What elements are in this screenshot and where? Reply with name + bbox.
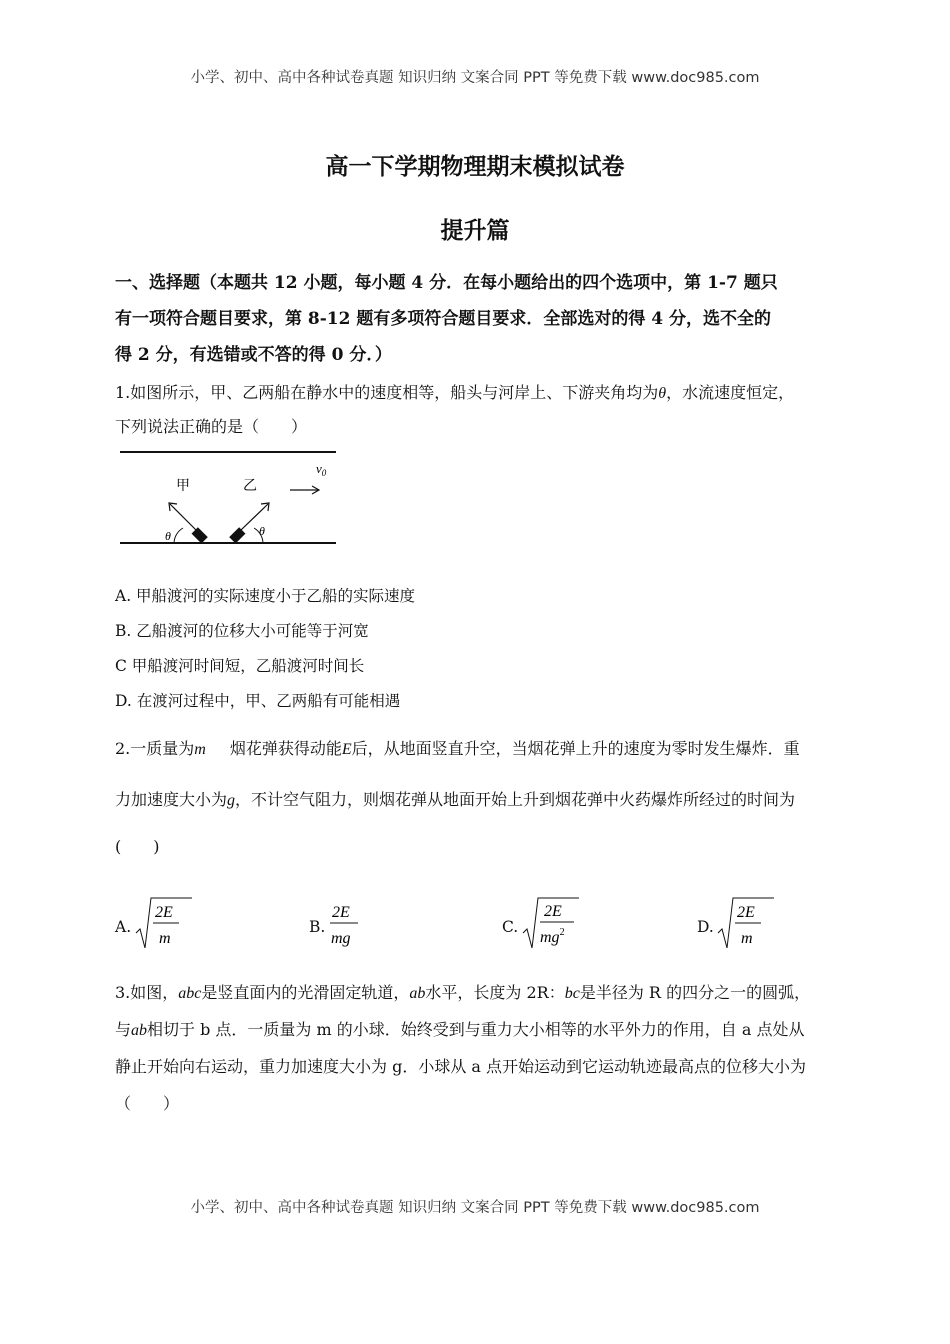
q3-symbol-bc: bc — [564, 985, 580, 1002]
section-instructions-line-3: 得 2 分，有选错或不答的得 0 分．） — [115, 345, 392, 365]
q2-text-d: 力加速度大小为 — [115, 790, 228, 809]
q1-stem-line-2: 下列说法正确的是（ ） — [115, 417, 308, 436]
label-yi: 乙 — [243, 479, 257, 494]
section-instructions-line-1: 一、选择题（本题共 12 小题，每小题 4 分．在每小题给出的四个选项中，第 1-7 题只 — [115, 273, 778, 293]
q3-stem-line-2 — [115, 1017, 805, 1040]
page-header: 小学、初中、高中各种试卷真题 知识归纳 文案合同 PPT 等免费下载 www.doc985.com — [190, 70, 760, 86]
q2-option-a-label: A. — [115, 918, 132, 936]
q2-text-e: ，不计空气阻力，则烟花弹从地面开始上升到烟花弹中火药爆炸所经过的时间为 — [235, 790, 796, 809]
denominator: m — [159, 930, 171, 947]
q2-symbol-g: g — [227, 792, 236, 809]
numerator: 2E — [737, 904, 755, 921]
q2-stem-line-3: ( ) — [115, 837, 160, 856]
q3-text-c: 水平，长度为 2R： — [425, 983, 565, 1002]
q3-text-a: 3.如图， — [115, 983, 179, 1002]
boat-yi-theta: θ — [259, 524, 265, 538]
q2-stem-line-1 — [115, 736, 800, 759]
q3-stem-line-4: （ ） — [115, 1094, 180, 1113]
q3-text-b: 是竖直面内的光滑固定轨道， — [201, 983, 410, 1002]
q2-option-c-label: C. — [502, 918, 519, 936]
page-footer: 小学、初中、高中各种试卷真题 知识归纳 文案合同 PPT 等免费下载 www.doc985.com — [190, 1200, 760, 1216]
q3-symbol-ab-2: ab — [131, 1022, 148, 1039]
q1-option-c: C 甲船渡河时间短，乙船渡河时间长 — [115, 657, 365, 675]
q2-text-a: 2.一质量为 — [115, 739, 195, 758]
q2-option-d-formula — [716, 893, 776, 953]
page-title: 高一下学期物理期末模拟试卷 — [325, 153, 625, 180]
q1-stem-text-a: 1.如图所示，甲、乙两船在静水中的速度相等，船头与河岸上、下游夹角均为 — [115, 383, 659, 402]
denominator: mg — [331, 930, 351, 947]
q3-stem-line-1 — [115, 980, 810, 1003]
numerator: 2E — [544, 903, 562, 920]
q3-stem-line-3: 静止开始向右运动，重力加速度大小为 g．小球从 a 点开始运动到它运动轨迹最高点的位移大小为 — [115, 1057, 807, 1076]
q3-text-f: 相切于 b 点．一质量为 m 的小球．始终受到与重力大小相等的水平外力的作用，自 a 点处从 — [147, 1020, 805, 1039]
q1-river-figure — [110, 440, 350, 552]
q1-stem-line-1 — [115, 380, 794, 403]
section-instructions-line-2: 有一项符合题目要求，第 8-12 题有多项符合题目要求．全部选对的得 4 分，选不全的 — [115, 309, 772, 329]
q2-text-c: 后，从地面竖直升空，当烟花弹上升的速度为零时发生爆炸．重 — [351, 739, 800, 758]
q2-symbol-E: E — [341, 741, 352, 758]
denominator: $mg^2$ — [540, 927, 565, 946]
boat-jia — [192, 527, 208, 543]
boat-yi — [229, 527, 245, 543]
q2-option-b-formula — [328, 893, 368, 953]
boat-jia-theta: θ — [165, 529, 171, 543]
denominator: m — [741, 930, 753, 947]
boat-jia-velocity-arrow — [170, 504, 196, 530]
q2-stem-line-2 — [115, 787, 795, 810]
q2-symbol-m: m — [194, 741, 206, 758]
label-v0: $v_0$ — [316, 461, 327, 478]
q3-symbol-abc: abc — [178, 985, 202, 1002]
q1-stem-text-b: ，水流速度恒定， — [666, 383, 795, 402]
q3-symbol-ab: ab — [409, 985, 426, 1002]
label-jia: 甲 — [176, 479, 190, 494]
q2-option-a-formula — [134, 893, 194, 953]
q2-option-d-label: D. — [697, 918, 714, 936]
q3-text-e: 与 — [115, 1020, 132, 1039]
page-subtitle: 提升篇 — [440, 217, 510, 244]
q1-option-b: B. 乙船渡河的位移大小可能等于河宽 — [115, 622, 369, 640]
q1-theta-symbol: θ — [658, 385, 667, 402]
numerator: 2E — [155, 904, 173, 921]
q2-text-b: 烟花弹获得动能 — [229, 739, 342, 758]
q1-option-d: D. 在渡河过程中，甲、乙两船有可能相遇 — [115, 692, 401, 710]
numerator: 2E — [332, 904, 350, 921]
q1-option-a: A. 甲船渡河的实际速度小于乙船的实际速度 — [115, 587, 416, 605]
q2-option-b-label: B. — [309, 918, 326, 936]
boat-jia-angle-arc — [174, 528, 183, 543]
q2-option-c-formula — [521, 893, 581, 953]
q3-text-d: 是半径为 R 的四分之一的圆弧， — [579, 983, 811, 1002]
